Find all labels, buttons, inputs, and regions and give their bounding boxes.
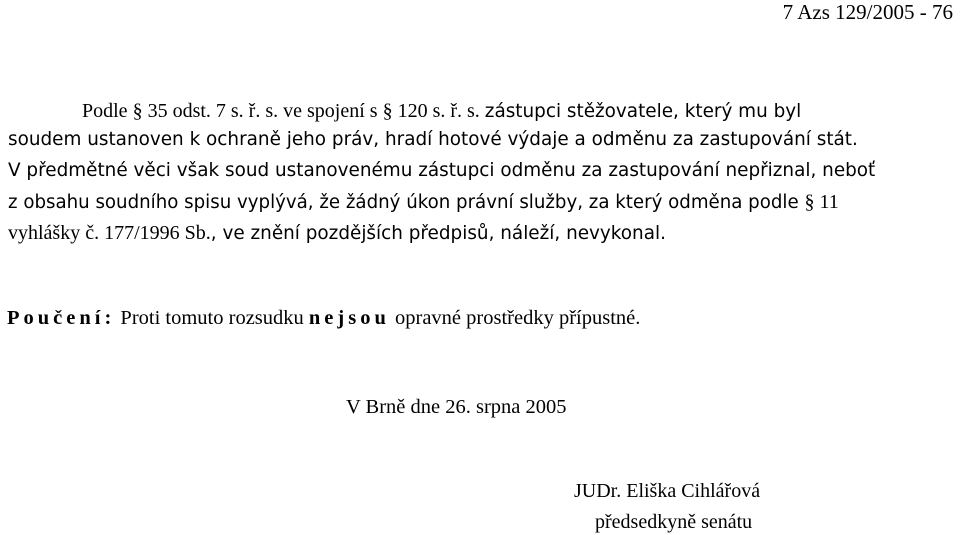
signature-name: JUDr. Eliška Cihlářová bbox=[574, 480, 761, 502]
instruction-text: Proti tomuto rozsudku bbox=[115, 307, 309, 329]
signature-title: předsedkyně senátu bbox=[595, 511, 753, 533]
paragraph-1-line-2: soudem ustanoven k ochraně jeho práv, hradí hotové výdaje a odměnu za zastupování stát. bbox=[8, 129, 858, 150]
instruction-line bbox=[7, 308, 640, 329]
case-number: 7 Azs 129/2005 - 76 bbox=[782, 0, 953, 24]
instruction-emphasis: nejsou bbox=[308, 307, 390, 329]
regulation-reference: vyhlášky č. 177/1996 Sb. bbox=[8, 222, 211, 244]
text-segment: Podle bbox=[82, 100, 133, 122]
text-segment: z obsahu soudního spisu vyplývá, že žádný úkon právní služby, za který odměna podle bbox=[8, 192, 805, 213]
text-segment: , ve znění pozdějších předpisů, náleží, nevykonal. bbox=[210, 223, 666, 244]
instruction-label: Poučení: bbox=[7, 307, 116, 329]
paragraph-2-line-3 bbox=[8, 223, 666, 243]
text-segment: zástupci stěžovatele, který mu byl bbox=[484, 101, 802, 122]
section-sign: § bbox=[132, 100, 143, 122]
text-segment: 120 s. ř. s. bbox=[392, 100, 485, 122]
paragraph-2-line-1: V předmětné věci však soud ustanovenému zástupci odměnu za zastupování nepřiznal, neboť bbox=[8, 160, 876, 181]
paragraph-2-line-2 bbox=[8, 192, 839, 212]
instruction-text: opravné prostředky přípustné. bbox=[389, 307, 641, 329]
section-sign: § bbox=[804, 191, 815, 213]
text-segment: 35 odst. 7 s. ř. s. ve spojení s bbox=[142, 100, 383, 122]
section-sign: § bbox=[382, 100, 393, 122]
text-segment: 11 bbox=[814, 191, 839, 213]
place-and-date: V Brně dne 26. srpna 2005 bbox=[346, 396, 567, 418]
paragraph-1-line-1 bbox=[82, 101, 801, 121]
